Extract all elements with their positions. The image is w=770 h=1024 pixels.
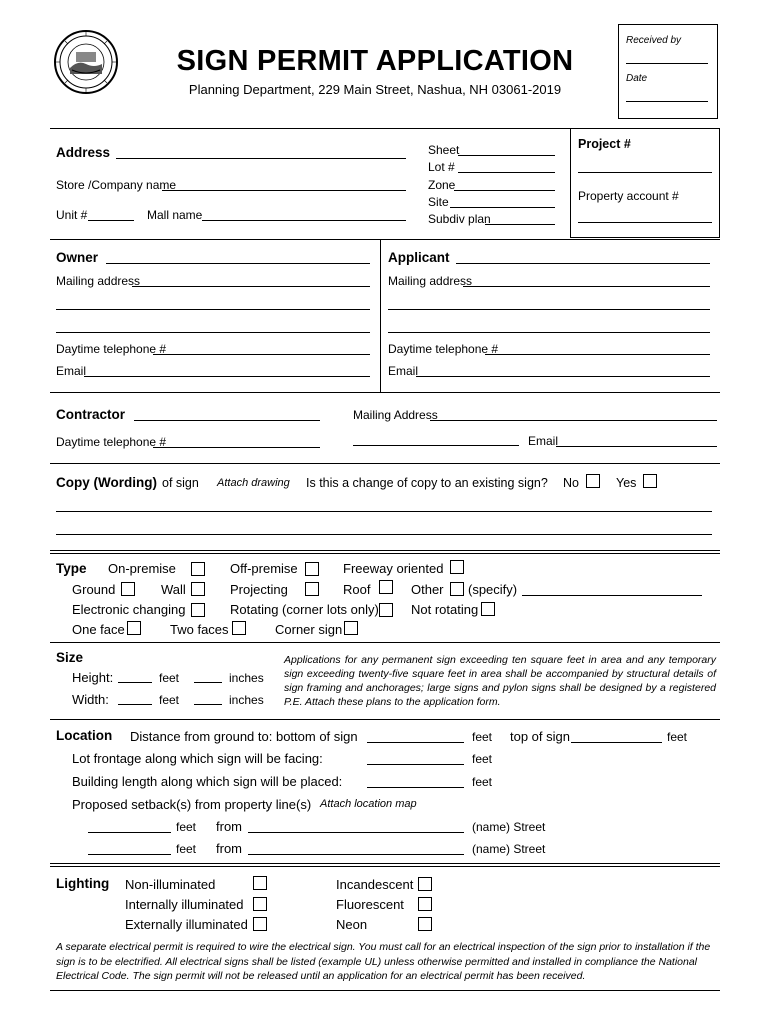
setback-1-field[interactable] xyxy=(88,832,171,833)
roof-label: Roof xyxy=(343,582,371,597)
zone-field[interactable] xyxy=(454,190,555,191)
not-rotating-checkbox[interactable] xyxy=(481,602,495,616)
setback-1-street-field[interactable] xyxy=(248,832,464,833)
subdiv-label: Subdiv plan xyxy=(428,212,491,226)
contractor-phone-field[interactable] xyxy=(153,447,320,448)
width-label: Width: xyxy=(72,692,109,707)
owner-mailing-label: Mailing address xyxy=(56,274,141,288)
height-label: Height: xyxy=(72,670,114,685)
size-label: Size xyxy=(56,650,84,665)
width-feet-unit: feet xyxy=(159,693,180,707)
contractor-email-label: Email xyxy=(528,434,559,448)
projecting-checkbox[interactable] xyxy=(305,582,319,596)
setback-1-feet-unit: feet xyxy=(176,820,197,834)
setback-2-feet-unit: feet xyxy=(176,842,197,856)
frontage-field[interactable] xyxy=(367,764,464,765)
not-rotating-label: Not rotating xyxy=(411,602,479,617)
width-inches-unit: inches xyxy=(229,693,264,707)
owner-label: Owner xyxy=(56,250,99,265)
divider xyxy=(50,239,720,240)
building-length-field[interactable] xyxy=(367,787,464,788)
building-length-label: Building length along which sign will be placed: xyxy=(72,774,343,789)
width-inches-field[interactable] xyxy=(194,704,222,705)
electronic-label: Electronic changing xyxy=(72,602,186,617)
on-premise-checkbox[interactable] xyxy=(191,562,205,576)
owner-phone-field[interactable] xyxy=(153,354,370,355)
unit-label: Unit # xyxy=(56,208,88,222)
applicant-mailing-line-2[interactable] xyxy=(388,309,710,310)
sheet-field[interactable] xyxy=(458,155,555,156)
externally-illuminated-checkbox[interactable] xyxy=(253,917,267,931)
unit-field[interactable] xyxy=(88,220,134,221)
setback-2-street-label: (name) Street xyxy=(472,842,546,856)
date-label: Date xyxy=(626,73,648,84)
neon-checkbox[interactable] xyxy=(418,917,432,931)
applicant-mailing-field[interactable] xyxy=(463,286,710,287)
building-feet-unit: feet xyxy=(472,775,493,789)
contractor-field[interactable] xyxy=(134,420,320,421)
electrical-permit-note: A separate electrical permit is required to wire the electrical sign. You must call for an electrical inspection of the sign prior to installation if the sign is to be electrified. All electrical signs shall be listed (example UL) unless otherwise permitted and installed in compliance the National Electrical Code. The sign permit will not be released until an application for an electrical permit has been received. xyxy=(56,941,711,982)
ground-checkbox[interactable] xyxy=(121,582,135,596)
setback-2-street-field[interactable] xyxy=(248,854,464,855)
lot-label: Lot # xyxy=(428,160,455,174)
applicant-field[interactable] xyxy=(456,263,710,264)
contractor-mailing-label: Mailing Address xyxy=(353,408,438,422)
frontage-label: Lot frontage along which sign will be facing: xyxy=(72,751,323,766)
owner-mailing-line-3[interactable] xyxy=(56,332,370,333)
divider xyxy=(50,990,720,991)
height-feet-field[interactable] xyxy=(118,682,152,683)
property-account-label: Property account # xyxy=(578,189,679,203)
rotating-label: Rotating (corner lots only) xyxy=(230,602,379,617)
non-illuminated-checkbox[interactable] xyxy=(253,876,267,890)
property-account-field[interactable] xyxy=(578,222,712,223)
received-by-label: Received by xyxy=(626,35,682,46)
project-label: Project # xyxy=(578,137,631,151)
divider xyxy=(50,463,720,464)
setback-2-field[interactable] xyxy=(88,854,171,855)
bottom-feet-unit: feet xyxy=(472,730,493,744)
two-faces-label: Two faces xyxy=(170,622,229,637)
wall-checkbox[interactable] xyxy=(191,582,205,596)
copy-yes-label: Yes xyxy=(616,476,637,490)
incandescent-label: Incandescent xyxy=(336,877,414,892)
roof-checkbox[interactable] xyxy=(379,580,393,594)
contractor-phone-label: Daytime telephone # xyxy=(56,435,167,449)
on-premise-label: On-premise xyxy=(108,561,176,576)
frontage-feet-unit: feet xyxy=(472,752,493,766)
owner-email-label: Email xyxy=(56,364,87,378)
mall-label: Mall name xyxy=(147,208,203,222)
copy-yes-checkbox[interactable] xyxy=(643,474,657,488)
specify-label: (specify) xyxy=(468,582,518,597)
owner-email-field[interactable] xyxy=(84,376,370,377)
page-subtitle: Planning Department, 229 Main Street, Nashua, NH 03061-2019 xyxy=(188,82,562,97)
top-of-sign-label: top of sign xyxy=(510,729,570,744)
distance-label: Distance from ground to: bottom of sign xyxy=(130,729,358,744)
divider xyxy=(50,863,720,864)
store-field[interactable] xyxy=(162,190,406,191)
height-inches-unit: inches xyxy=(229,671,264,685)
address-label: Address xyxy=(56,145,111,160)
applicant-label: Applicant xyxy=(388,250,450,265)
sheet-label: Sheet xyxy=(428,143,460,157)
other-checkbox[interactable] xyxy=(450,582,464,596)
non-illuminated-label: Non-illuminated xyxy=(125,877,216,892)
store-label: Store /Company name xyxy=(56,178,177,192)
contractor-label: Contractor xyxy=(56,407,126,422)
internally-illuminated-checkbox[interactable] xyxy=(253,897,267,911)
setback-2-from-label: from xyxy=(216,841,242,856)
applicant-email-label: Email xyxy=(388,364,419,378)
contractor-email-field[interactable] xyxy=(556,446,717,447)
page-title: SIGN PERMIT APPLICATION xyxy=(176,45,574,77)
address-field[interactable] xyxy=(116,158,406,159)
received-by-field[interactable] xyxy=(626,63,708,64)
date-field[interactable] xyxy=(626,101,708,102)
copy-no-label: No xyxy=(563,476,579,490)
site-label: Site xyxy=(428,195,449,209)
applicant-mailing-line-3[interactable] xyxy=(388,332,710,333)
applicant-phone-field[interactable] xyxy=(485,354,710,355)
attach-drawing-note: Attach drawing xyxy=(217,477,290,489)
corner-sign-checkbox[interactable] xyxy=(344,621,358,635)
zone-label: Zone xyxy=(428,178,456,192)
project-field[interactable] xyxy=(578,172,712,173)
setback-1-from-label: from xyxy=(216,819,242,834)
owner-mailing-field[interactable] xyxy=(132,286,370,287)
copy-change-question: Is this a change of copy to an existing sign? xyxy=(306,476,548,490)
two-faces-checkbox[interactable] xyxy=(232,621,246,635)
size-note: Applications for any permanent sign exceeding ten square feet in area and any temporary sign exceeding twenty-five square feet in area shall be accompanied by structural details of sign framing and anchorages; large signs and pylon signs shall be designed by a registered P.E. Attach these plans to the application form. xyxy=(284,654,716,708)
owner-mailing-line-2[interactable] xyxy=(56,309,370,310)
subdiv-field[interactable] xyxy=(485,224,555,225)
applicant-phone-label: Daytime telephone # xyxy=(388,342,499,356)
setback-label: Proposed setback(s) from property line(s) xyxy=(72,797,312,812)
applicant-mailing-label: Mailing address xyxy=(388,274,473,288)
electronic-checkbox[interactable] xyxy=(191,603,205,617)
freeway-checkbox[interactable] xyxy=(450,560,464,574)
copy-wording-line-1[interactable] xyxy=(56,511,712,512)
owner-phone-label: Daytime telephone # xyxy=(56,342,167,356)
lighting-label: Lighting xyxy=(56,876,110,891)
height-inches-field[interactable] xyxy=(194,682,222,683)
type-label: Type xyxy=(56,561,87,576)
neon-label: Neon xyxy=(336,917,368,932)
copy-label: Copy (Wording) xyxy=(56,475,157,490)
divider xyxy=(50,392,720,393)
corner-sign-label: Corner sign xyxy=(275,622,343,637)
top-feet-unit: feet xyxy=(667,730,688,744)
specify-field[interactable] xyxy=(522,595,702,596)
copy-wording-line-2[interactable] xyxy=(56,534,712,535)
rotating-checkbox[interactable] xyxy=(379,603,393,617)
ground-label: Ground xyxy=(72,582,116,597)
one-face-checkbox[interactable] xyxy=(127,621,141,635)
owner-field[interactable] xyxy=(106,263,370,264)
attach-map-note: Attach location map xyxy=(320,798,417,810)
width-feet-field[interactable] xyxy=(118,704,152,705)
copy-no-checkbox[interactable] xyxy=(586,474,600,488)
copy-of-sign-label: of sign xyxy=(162,476,199,490)
column-divider xyxy=(380,239,381,392)
contractor-mailing-line-2[interactable] xyxy=(353,445,519,446)
fluorescent-label: Fluorescent xyxy=(336,897,404,912)
city-seal xyxy=(54,30,118,94)
externally-illuminated-label: Externally illuminated xyxy=(125,917,248,932)
setback-1-street-label: (name) Street xyxy=(472,820,546,834)
other-label: Other xyxy=(411,582,444,597)
internally-illuminated-label: Internally illuminated xyxy=(125,897,244,912)
fluorescent-checkbox[interactable] xyxy=(418,897,432,911)
wall-label: Wall xyxy=(161,582,186,597)
applicant-email-field[interactable] xyxy=(416,376,710,377)
divider xyxy=(50,642,720,643)
incandescent-checkbox[interactable] xyxy=(418,877,432,891)
off-premise-checkbox[interactable] xyxy=(305,562,319,576)
divider xyxy=(50,719,720,720)
lot-field[interactable] xyxy=(458,172,555,173)
freeway-label: Freeway oriented xyxy=(343,561,444,576)
mall-field[interactable] xyxy=(202,220,406,221)
contractor-mailing-field[interactable] xyxy=(430,420,717,421)
divider xyxy=(50,550,720,551)
projecting-label: Projecting xyxy=(230,582,288,597)
height-feet-unit: feet xyxy=(159,671,180,685)
one-face-label: One face xyxy=(72,622,125,637)
divider xyxy=(50,866,720,867)
off-premise-label: Off-premise xyxy=(230,561,298,576)
bottom-of-sign-field[interactable] xyxy=(367,742,464,743)
top-of-sign-field[interactable] xyxy=(571,742,662,743)
location-label: Location xyxy=(56,728,113,743)
site-field[interactable] xyxy=(450,207,555,208)
divider xyxy=(50,553,720,554)
